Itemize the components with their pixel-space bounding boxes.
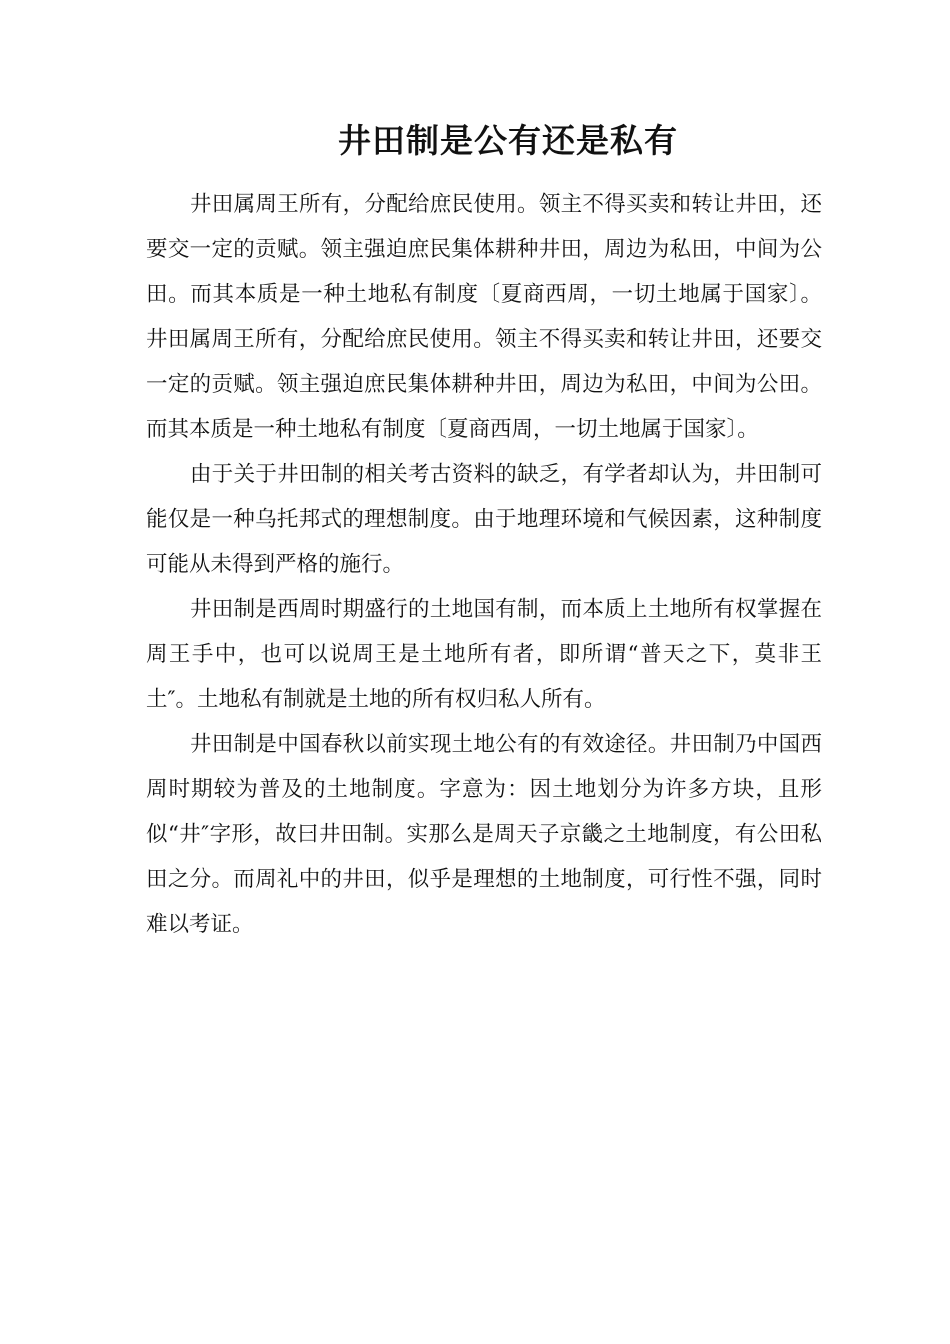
paragraph-4: 井田制是中国春秋以前实现土地公有的有效途径。井田制乃中国西周时期较为普及的土地制度。字意为：因土地划分为许多方块，且形似“井″字形，故曰井田制。实那么是周天子京畿之土地制度，有公田私田之分。而周礼中的井田，似乎是理想的土地制度，可行性不强，同时难以考证。 bbox=[146, 732, 822, 937]
document-body bbox=[146, 182, 822, 947]
paragraph-3: 井田制是西周时期盛行的土地国有制，而本质上土地所有权掌握在周王手中，也可以说周王是土地所有者，即所谓“普天之下，莫非王土″。土地私有制就是土地的所有权归私人所有。 bbox=[146, 597, 822, 712]
paragraph-2: 由于关于井田制的相关考古资料的缺乏，有学者却认为，井田制可能仅是一种乌托邦式的理想制度。由于地理环境和气候因素，这种制度可能从未得到严格的施行。 bbox=[146, 462, 822, 577]
document-title: 井田制是公有还是私有 bbox=[338, 121, 678, 160]
paragraph-1: 井田属周王所有，分配给庶民使用。领主不得买卖和转让井田，还要交一定的贡赋。领主强迫庶民集体耕种井田，周边为私田，中间为公田。而其本质是一种土地私有制度〔夏商西周，一切土地属于国家〕。井田属周王所有，分配给庶民使用。领主不得买卖和转让井田，还要交一定的贡赋。领主强迫庶民集体耕种井田，周边为私田，中间为公田。而其本质是一种土地私有制度〔夏商西周，一切土地属于国家〕。 bbox=[146, 192, 822, 442]
